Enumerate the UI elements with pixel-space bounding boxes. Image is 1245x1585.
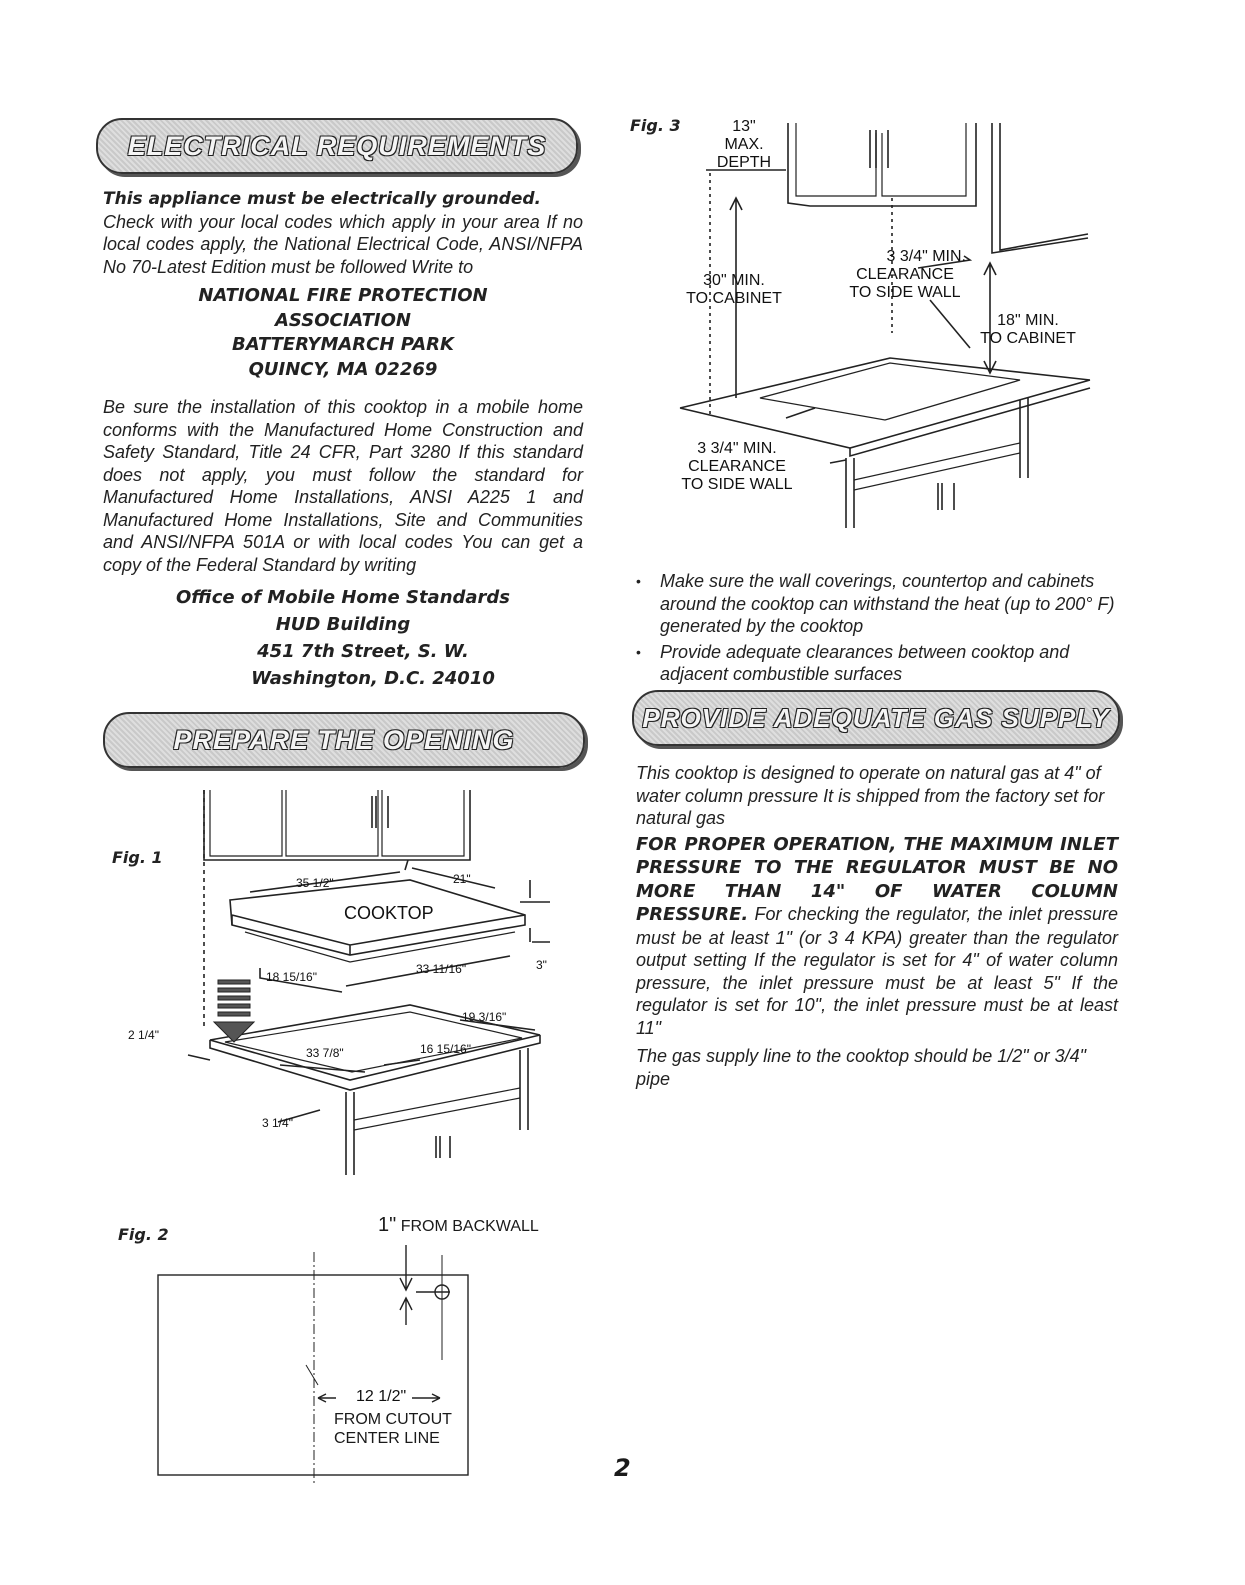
bullet-text: Provide adequate clearances between cooktop and adjacent combustible surfaces [660,641,1070,684]
address-line: 451 7th Street, S. W. [257,641,469,662]
fig2-dim-label: 12 1/2" [356,1388,407,1405]
fig2-center-line2: CENTER LINE [334,1430,440,1447]
electrical-section [103,188,583,692]
heat-bullets [632,570,1122,689]
fig1-dim-3: 3" [536,958,547,972]
fig3-depth-line: DEPTH [716,154,772,171]
electrical-heading: ELECTRICAL REQUIREMENTS [127,130,547,161]
electrical-heading-banner [96,118,578,174]
fig1-dim-33-7: 33 7/8" [306,1046,344,1060]
fig3-side-top-line: TO SIDE WALL [849,284,961,301]
address-line: Office of Mobile Home Standards [175,587,511,608]
fig2-backwall-text: FROM BACKWALL [400,1218,539,1235]
page-number: 2 [614,1454,631,1482]
gas-heading-banner [632,690,1120,746]
fig3-depth-label [704,118,784,172]
address-line: QUINCY, MA 02269 [248,358,438,380]
bullet-dot: • [636,573,641,589]
fig3-side-bottom-line: TO SIDE WALL [681,476,793,493]
bullet-text: Make sure the wall coverings, countertop and cabinets around the cooktop can withstand the heat (up to 200° F) generated by the cooktop [660,571,1115,636]
fig3-depth-line: MAX. [724,136,764,153]
address-line: ASSOCIATION [275,309,411,331]
gas-warning: FOR PROPER OPERATION, THE MAXIMUM INLET PRESSURE TO THE REGULATOR MUST BE NO MORE THAN 14" OF WATER COLUMN PRESSURE. [636,833,1118,925]
fig1-cooktop-diagram [110,780,590,1190]
prepare-heading-banner [103,712,585,768]
fig3-cabinet30-line: 30" MIN. [703,272,765,289]
fig3-cabinet30-line: TO CABINET [686,290,782,307]
fig1-dim-2-1-4: 2 1/4" [128,1028,159,1042]
gas-section [636,762,1118,1090]
fig3-depth-line: 13" [732,118,756,135]
fig2-cutout-diagram [150,1240,480,1485]
fig3-cabinet18-line: 18" MIN. [997,312,1059,329]
address-line: Washington, D.C. 24010 [251,668,495,689]
fig1-label: Fig. 1 [112,848,163,867]
address-line: HUD Building [275,614,411,635]
address-line: NATIONAL FIRE PROTECTION [198,285,488,306]
fig3-side-bottom-line: CLEARANCE [688,458,786,475]
bullet-item [632,641,1122,686]
hud-address [103,584,583,692]
mobile-home-text: Be sure the installation of this cooktop in a mobile home conforms with the Manufactured Home Construction and Safety Standard, Title 24 CFR, Part 3280 If this standard does not apply, you must follow the standard for Manufactured Home Installations, ANSI A225 1 and Manufactured Home Installations, Site and Communities and ANSI/NFPA 501A or with local codes You can get a copy of the Federal Standard by writing [103,397,583,575]
fig2-center-line1: FROM CUTOUT [334,1411,452,1428]
fig3-cabinet18-line: TO CABINET [980,330,1076,347]
fig3-cabinet18-label [968,312,1088,348]
gas-paragraph-1: This cooktop is designed to operate on natural gas at 4" of water column pressure It is shipped from the factory set for natural gas [636,763,1105,828]
bullet-item [632,570,1122,638]
prepare-heading: PREPARE THE OPENING [173,724,515,755]
fig2-center-label [334,1410,452,1448]
fig1-dim-18: 18 15/16" [266,970,317,984]
fig1-dim-3-1-4: 3 1/4" [262,1116,293,1130]
gas-paragraph-2 [636,833,1118,1040]
nfpa-address [103,284,583,382]
fig3-label: Fig. 3 [630,116,681,135]
gas-paragraph-3: The gas supply line to the cooktop should be 1/2" or 3/4" pipe [636,1046,1087,1089]
fig3-side-top-line: CLEARANCE [856,266,954,283]
fig3-side-bottom-label [662,440,812,494]
gas-heading: PROVIDE ADEQUATE GAS SUPPLY [642,702,1110,733]
fig3-side-top-label [830,248,980,302]
fig3-cabinet30-label [670,272,798,308]
gas-paragraph-2-rest: For checking the regulator, the inlet pressure must be at least 1" (or 3 4 KPA) greater than the regulator output setting If the regulator is set for 4" of water column pressure, the inlet pressure must be at least 5" If the regulator is set for 10", the inlet pressure must be at least 11" [636,904,1118,1038]
electrical-intro: Check with your local codes which apply in your area If no local codes apply, the National Electrical Code, ANSI/NFPA No 70-Latest Edition must be followed Write to [103,211,583,277]
fig1-dim-16: 16 15/16" [420,1042,471,1056]
fig3-side-top-line: 3 3/4" MIN. [886,248,966,265]
fig1-cooktop-label: COOKTOP [344,903,434,923]
fig2-backwall-label [378,1214,539,1237]
fig1-dim-19: 19 3/16" [462,1010,507,1024]
grounded-statement: This appliance must be electrically grounded. [103,189,541,209]
fig2-backwall-num: 1" [378,1214,397,1236]
bullet-dot: • [636,643,641,660]
address-line: BATTERYMARCH PARK [232,334,454,355]
fig1-dim-33-11: 33 11/16" [416,962,467,976]
fig1-dim-21: 21" [453,872,471,886]
fig2-label: Fig. 2 [118,1225,169,1244]
fig1-dim-35: 35 1/2" [296,876,334,890]
fig3-side-bottom-line: 3 3/4" MIN. [697,440,777,457]
